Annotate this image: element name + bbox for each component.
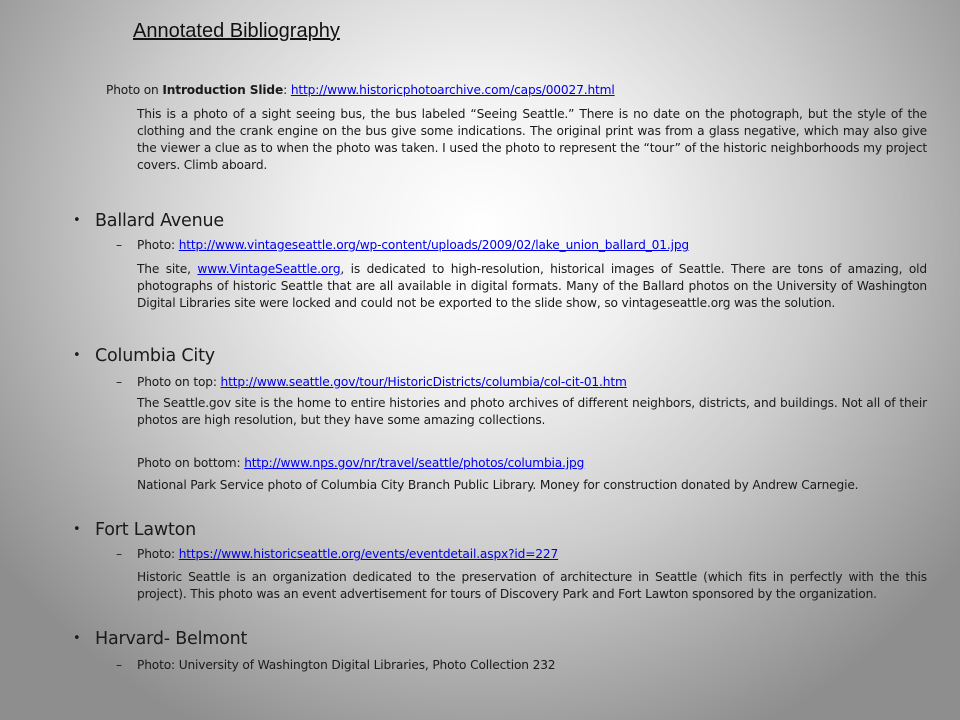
intro-label-prefix: Photo on: [106, 83, 163, 97]
desc-prefix: The site,: [137, 262, 198, 276]
lawton-photo-link[interactable]: https://www.historicseattle.org/events/eventdetail.aspx?id=227: [178, 547, 559, 561]
bullet-icon: •: [73, 213, 81, 228]
desc-rest: , is dedicated to high-resolution, historical images of Seattle. There are tons of amazing, old photographs of historic Seattle that are all available in digital formats. Many of the Ballard photos on the University of Washington Digital Libraries site were locked and could not be exported to the slide show, so vintageseattle.org was the solution.: [137, 262, 927, 310]
heading-text: Fort Lawton: [95, 520, 197, 540]
page-title: Annotated Bibliography: [133, 20, 340, 42]
columbia-top-citation: [116, 375, 627, 389]
lawton-photo-citation: [116, 547, 558, 561]
ballard-description: [137, 261, 927, 312]
dash-icon: –: [116, 547, 122, 561]
columbia-top-link[interactable]: http://www.seattle.gov/tour/HistoricDistricts/columbia/col-cit-01.htm: [220, 375, 627, 389]
vintageseattle-link[interactable]: www.VintageSeattle.org: [197, 262, 341, 276]
intro-link[interactable]: http://www.historicphotoarchive.com/caps/00027.html: [290, 83, 615, 97]
dash-icon: –: [116, 658, 122, 672]
section-heading-lawton: [73, 520, 196, 540]
photo-label: Photo:: [137, 547, 179, 561]
ballard-photo-citation: [116, 238, 689, 252]
bullet-icon: •: [73, 348, 81, 363]
dash-icon: –: [116, 238, 122, 252]
bullet-icon: •: [73, 522, 81, 537]
lawton-description: Historic Seattle is an organization dedicated to the preservation of architecture in Seattle (which fits in perfectly with the this project). This photo was an event advertisement for tours of Discovery Park and Fort Lawton sponsored by the organization.: [137, 570, 927, 601]
section-heading-columbia: [73, 346, 215, 366]
columbia-bottom-description: National Park Service photo of Columbia City Branch Public Library. Money for construction donated by Andrew Carnegie.: [137, 478, 859, 492]
photo-label: Photo on bottom:: [137, 456, 245, 470]
harvard-photo-citation: [116, 658, 555, 672]
photo-label: Photo on top:: [137, 375, 221, 389]
heading-text: Harvard- Belmont: [95, 629, 248, 649]
section-heading-harvard: [73, 629, 247, 649]
columbia-bottom-link[interactable]: http://www.nps.gov/nr/travel/seattle/photos/columbia.jpg: [244, 456, 585, 470]
heading-text: Columbia City: [95, 346, 215, 366]
photo-label: Photo:: [137, 238, 179, 252]
photo-text: Photo: University of Washington Digital Libraries, Photo Collection 232: [137, 658, 556, 672]
intro-description: This is a photo of a sight seeing bus, the bus labeled “Seeing Seattle.” There is no date on the photograph, but the style of the clothing and the crank engine on the bus give some indications. The original print was from a glass negative, which may also give the viewer a clue as to when the photo was taken. I used the photo to represent the “tour” of the historic neighborhoods my project covers. Climb aboard.: [137, 107, 927, 172]
columbia-bottom-citation: [137, 456, 584, 470]
ballard-photo-link[interactable]: http://www.vintageseattle.org/wp-content/uploads/2009/02/lake_union_ballard_01.jpg: [178, 238, 689, 252]
heading-text: Ballard Avenue: [95, 211, 224, 231]
intro-label-bold: Introduction Slide: [162, 83, 284, 97]
section-heading-ballard: [73, 211, 224, 231]
intro-citation: [106, 83, 615, 97]
bullet-icon: •: [73, 631, 81, 646]
intro-label-suffix: :: [283, 83, 291, 97]
columbia-top-description: The Seattle.gov site is the home to entire histories and photo archives of different neighbors, districts, and buildings. Not all of their photos are high resolution, but they have some amazing collections.: [137, 396, 927, 427]
dash-icon: –: [116, 375, 122, 389]
